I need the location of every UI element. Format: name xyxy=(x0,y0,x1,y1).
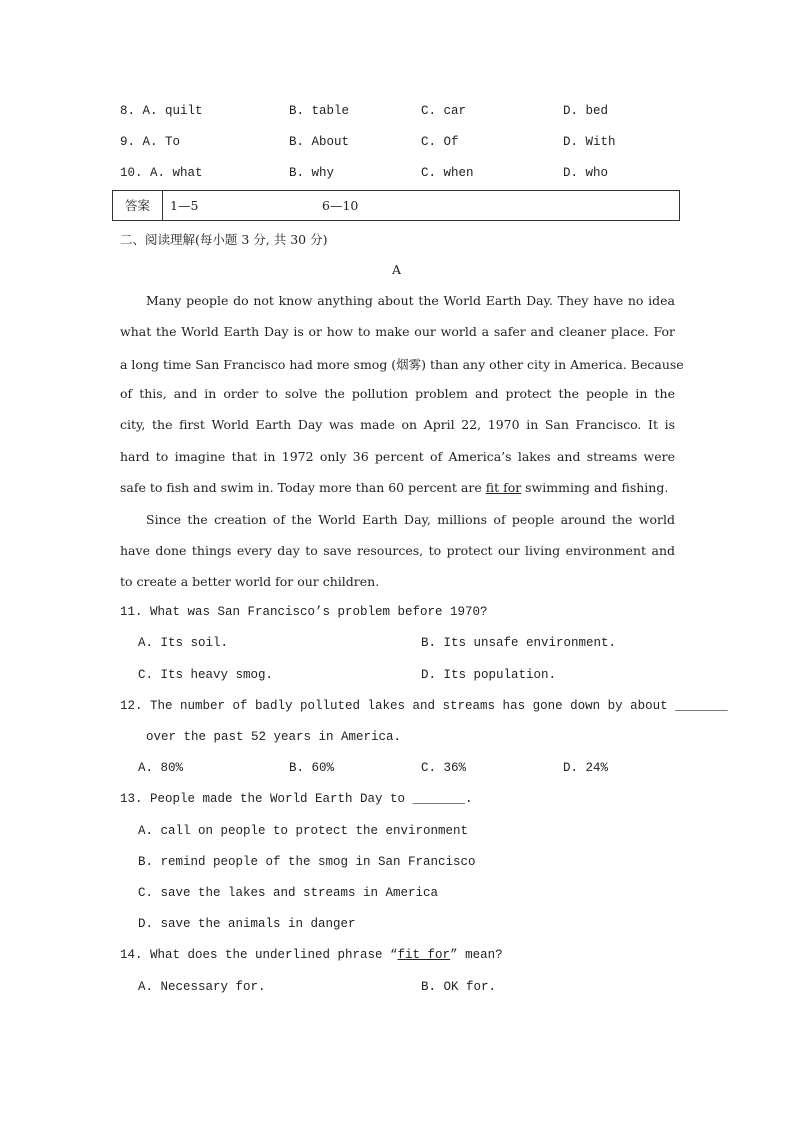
question-12-stem-cont: over the past 52 years in America. xyxy=(146,730,402,744)
q14-option-a: A. Necessary for. xyxy=(138,980,266,994)
q13-option-c: C. save the lakes and streams in America xyxy=(138,886,439,900)
option-b: B. About xyxy=(289,135,350,149)
cloze-options-row xyxy=(0,166,794,186)
underlined-phrase: fit for xyxy=(485,480,522,495)
q13-option-d: D. save the animals in danger xyxy=(138,917,356,931)
q13-option-b: B. remind people of the smog in San Francisco xyxy=(138,855,476,869)
answer-range-2: 6—10 xyxy=(322,198,359,213)
cloze-options-row xyxy=(0,104,794,124)
passage-text: safe to fish and swim in. Today more than 60 percent are xyxy=(120,480,486,495)
option-a: 9. A. To xyxy=(120,135,181,149)
passage-line: to create a better world for our children. xyxy=(120,574,380,589)
option-b: B. table xyxy=(289,104,350,118)
option-b: B. why xyxy=(289,166,335,180)
passage-line: Since the creation of the World Earth Day, millions of people around the world xyxy=(146,512,675,527)
q12-option-c: C. 36% xyxy=(421,761,467,775)
option-c: C. car xyxy=(421,104,467,118)
question-13-stem: 13. People made the World Earth Day to _______. xyxy=(120,792,473,806)
answer-label: 答案 xyxy=(113,191,163,220)
passage-line: of this, and in order to solve the pollution problem and protect the people in the xyxy=(120,386,675,401)
q14-text: ” mean? xyxy=(450,948,503,962)
passage-line: a long time San Francisco had more smog (烟雾) than any other city in America. Because xyxy=(120,357,684,372)
question-14-stem xyxy=(120,948,503,962)
q12-option-b: B. 60% xyxy=(289,761,335,775)
cloze-options-row xyxy=(0,135,794,155)
option-c: C. Of xyxy=(421,135,459,149)
passage-line: city, the first World Earth Day was made on April 22, 1970 in San Francisco. It is xyxy=(120,417,675,432)
passage-line: what the World Earth Day is or how to make our world a safer and cleaner place. For xyxy=(120,324,675,339)
question-11-stem: 11. What was San Francisco’s problem before 1970? xyxy=(120,605,488,619)
q12-option-a: A. 80% xyxy=(138,761,184,775)
question-12-stem: 12. The number of badly polluted lakes and streams has gone down by about _______ xyxy=(120,699,728,713)
passage-line: have done things every day to save resources, to protect our living environment and xyxy=(120,543,675,558)
q11-option-b: B. Its unsafe environment. xyxy=(421,636,617,650)
q11-option-a: A. Its soil. xyxy=(138,636,229,650)
answer-range-1: 1—5 xyxy=(170,198,199,213)
option-a: 10. A. what xyxy=(120,166,203,180)
option-c: C. when xyxy=(421,166,474,180)
q11-option-c: C. Its heavy smog. xyxy=(138,668,274,682)
option-d: D. who xyxy=(563,166,609,180)
q13-option-a: A. call on people to protect the environment xyxy=(138,824,469,838)
option-d: D. With xyxy=(563,135,616,149)
option-a: 8. A. quilt xyxy=(120,104,203,118)
underlined-phrase: fit for xyxy=(397,948,451,962)
q12-option-d: D. 24% xyxy=(563,761,609,775)
q14-option-b: B. OK for. xyxy=(421,980,497,994)
option-d: D. bed xyxy=(563,104,609,118)
passage-line xyxy=(120,480,675,495)
passage-letter: A xyxy=(392,262,402,277)
passage-text: swimming and fishing. xyxy=(521,480,669,495)
section-heading: 二、阅读理解(每小题 3 分, 共 30 分) xyxy=(120,232,328,247)
passage-line: Many people do not know anything about the World Earth Day. They have no idea xyxy=(146,293,675,308)
answer-table xyxy=(112,190,680,221)
passage-line: hard to imagine that in 1972 only 36 percent of America’s lakes and streams were xyxy=(120,449,675,464)
q14-text: 14. What does the underlined phrase “ xyxy=(120,948,398,962)
q11-option-d: D. Its population. xyxy=(421,668,557,682)
